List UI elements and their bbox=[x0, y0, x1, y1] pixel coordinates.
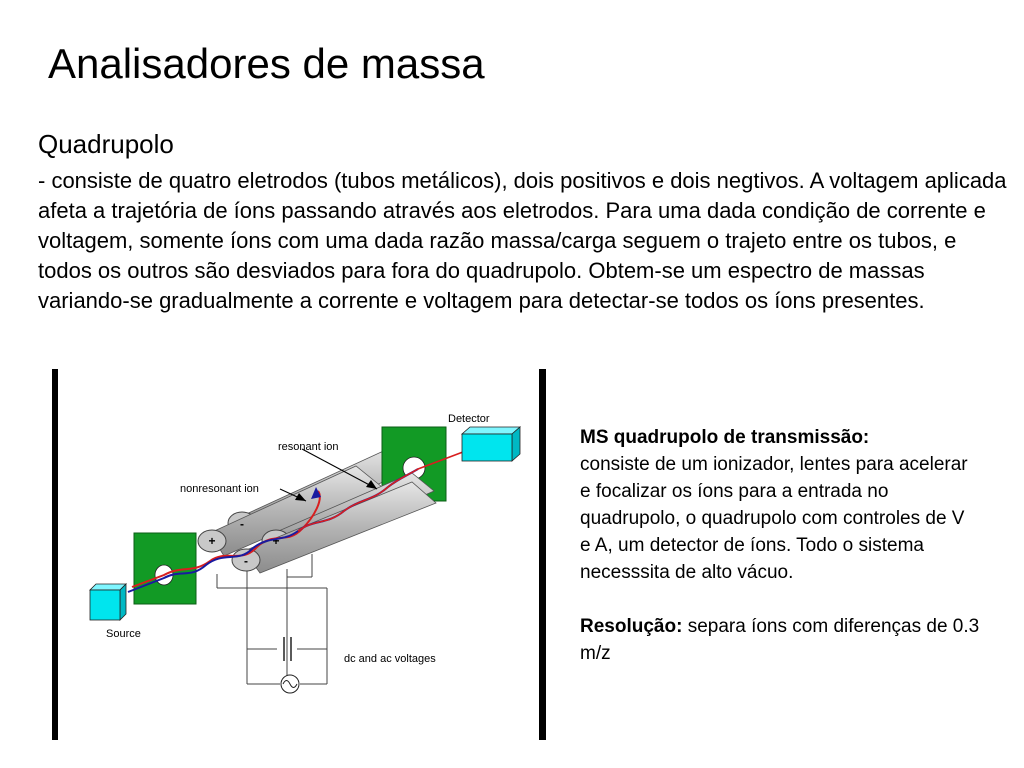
circuit-wires bbox=[217, 554, 327, 684]
quadrupole-diagram bbox=[52, 369, 546, 740]
resonant-ion-label: resonant ion bbox=[278, 441, 339, 453]
rod-right-polarity: + bbox=[272, 534, 280, 548]
source-label: Source bbox=[106, 628, 141, 640]
rod-top-polarity: - bbox=[240, 517, 244, 531]
diagram-frame-left-bar bbox=[52, 369, 58, 740]
detector-label: Detector bbox=[448, 413, 490, 425]
resolution-text: separa íons com diferenças de 0.3 m/z bbox=[580, 616, 980, 664]
resolution-paragraph bbox=[580, 613, 980, 667]
rod-bottom-polarity: - bbox=[244, 554, 248, 568]
side-panel-text: consiste de um ionizador, lentes para acelerar e focalizar os íons para a entrada no quadrupolo, o quadrupolo com controles de V e A, um detector de íons. Todo o sistema necesssita de alto vácuo. bbox=[580, 454, 968, 583]
description-text: - consiste de quatro eletrodos (tubos metálicos), dois positivos e dois negtivos. A voltagem aplicada afeta a trajetória de íons passando através aos eletrodos. Para uma dada condição de corrente e voltagem, somente íons com uma dada razão massa/carga seguem o trajeto entre os tubos, e todos os outros são desviados para fora do quadrupolo. Obtem-se um espectro de massas variando-se gradualmente a corrente e voltagem para detectar-se todos os íons presentes. bbox=[38, 168, 1007, 313]
voltages-label: dc and ac voltages bbox=[344, 653, 436, 665]
detector-box bbox=[462, 427, 520, 461]
rod-left-polarity: + bbox=[208, 534, 216, 548]
page-title: Analisadores de massa bbox=[48, 40, 485, 87]
ac-source-symbol bbox=[281, 675, 299, 693]
side-panel-heading: MS quadrupolo de transmissão: bbox=[580, 427, 870, 448]
side-panel-gap bbox=[580, 586, 980, 613]
resolution-label: Resolução: bbox=[580, 616, 683, 637]
side-panel-description bbox=[580, 424, 980, 586]
source-box bbox=[90, 584, 126, 620]
section-subtitle: Quadrupolo bbox=[38, 129, 174, 159]
nonresonant-ion-label: nonresonant ion bbox=[180, 483, 259, 495]
diagram-frame-right-bar bbox=[539, 369, 546, 740]
side-panel bbox=[580, 424, 980, 667]
